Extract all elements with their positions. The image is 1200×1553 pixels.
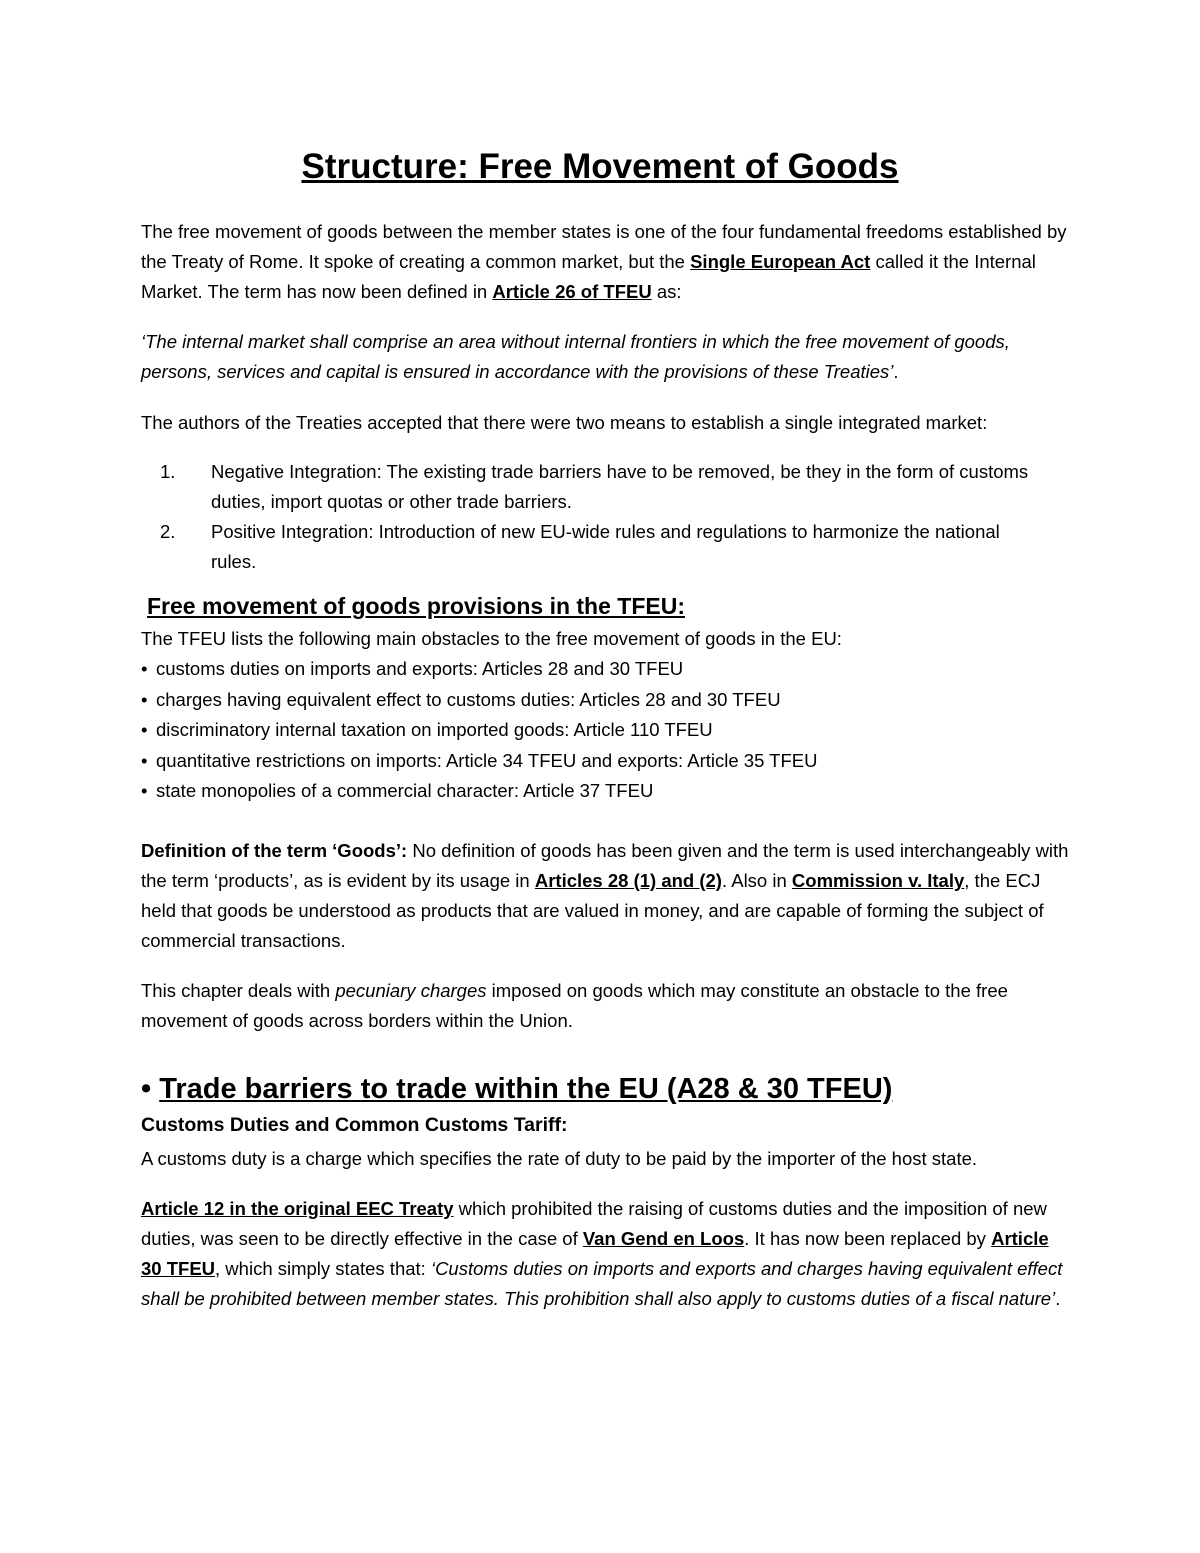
commission-v-italy-ref: Commission v. Italy <box>791 870 965 891</box>
bullet-icon: • <box>141 1073 152 1105</box>
intro-paragraph <box>141 217 1071 307</box>
list-item <box>141 746 1071 777</box>
quote-end: . <box>893 361 899 382</box>
pecuniary-text-b: imposed on goods which may constitute an obstacle to the free movement of goods across borders within the Union. <box>141 980 1008 1031</box>
intro-text-b: called it the Internal Market. The term has now been defined in <box>141 251 1036 302</box>
article-12-ref: Article 12 in the original EEC Treaty <box>141 1198 454 1219</box>
trade-barriers-heading <box>141 1069 1071 1109</box>
quote-text: ‘The internal market shall comprise an area without internal frontiers in which the free movement of goods, persons, services and capital is ensured in accordance with the provisions of these Treaties’ <box>141 331 1010 382</box>
article-12-text-b: . It has now been replaced by <box>744 1228 992 1249</box>
list-text: discriminatory internal taxation on imported goods: Article 110 TFEU <box>156 719 713 740</box>
intro-text-c: as: <box>651 281 682 302</box>
article-30-quote-end: . <box>1055 1288 1061 1309</box>
articles-28-ref: Articles 28 (1) and (2) <box>534 870 722 891</box>
bullet-icon: • <box>141 780 148 801</box>
customs-duty-definition: A customs duty is a charge which specifies the rate of duty to be paid by the importer of the host state. <box>141 1148 978 1169</box>
article-26-ref: Article 26 of TFEU <box>492 281 652 302</box>
list-text: quantitative restrictions on imports: Article 34 TFEU and exports: Article 35 TFEU <box>156 749 818 771</box>
provisions-heading: Free movement of goods provisions in the TFEU: <box>147 593 685 619</box>
definition-text-c: , the ECJ held that goods be understood as products that are valued in money, and are capable of forming the subject of commercial transactions. <box>141 870 1044 951</box>
bullet-icon: • <box>141 688 148 710</box>
internal-market-quote <box>141 327 1071 387</box>
list-number: 1. <box>160 461 176 482</box>
van-gend-en-loos-ref: Van Gend en Loos <box>582 1228 745 1249</box>
definition-text-b: . Also in <box>721 870 792 891</box>
article-30-quote: ‘Customs duties on imports and exports and charges having equivalent effect shall be prohibited between member states. This prohibition shall also apply to customs duties of a fiscal nature’ <box>141 1258 1063 1309</box>
definition-label: Definition of the term ‘Goods’: <box>141 840 408 861</box>
list-text: Negative Integration: The existing trade barriers have to be removed, be they in the form of customs duties, import quotas or other trade barriers. <box>211 461 1029 512</box>
obstacles-list <box>141 654 1071 807</box>
list-text: Positive Integration: Introduction of new EU-wide rules and regulations to harmonize the national rules. <box>211 521 1000 572</box>
intro-text-a: The free movement of goods between the member states is one of the four fundamental freedoms established by the Treaty of Rome. It spoke of creating a common market, but the <box>141 221 1067 272</box>
document-title: Structure: Free Movement of Goods <box>301 147 899 186</box>
article-12-paragraph <box>141 1194 1071 1314</box>
pecuniary-text-a: This chapter deals with <box>141 980 336 1001</box>
pecuniary-emphasis: pecuniary charges <box>335 980 487 1001</box>
bullet-icon: • <box>141 658 148 679</box>
bullet-icon: • <box>141 719 148 740</box>
list-item <box>141 776 1071 807</box>
list-item <box>141 685 1071 716</box>
bullet-icon: • <box>141 749 148 771</box>
list-item <box>141 715 1071 746</box>
article-12-text-c: , which simply states that: <box>215 1258 431 1279</box>
list-text: state monopolies of a commercial character: Article 37 TFEU <box>156 780 654 801</box>
integration-list <box>141 457 1041 577</box>
list-item <box>141 517 1041 577</box>
list-text: charges having equivalent effect to customs duties: Articles 28 and 30 TFEU <box>156 688 781 710</box>
pecuniary-charges-paragraph <box>141 976 1071 1036</box>
goods-definition-paragraph <box>141 836 1071 956</box>
list-item <box>141 654 1071 685</box>
trade-barriers-title: Trade barriers to trade within the EU (A28 & 30 TFEU) <box>159 1073 893 1105</box>
means-intro: The authors of the Treaties accepted that there were two means to establish a single integrated market: <box>141 412 988 433</box>
definition-text-a: No definition of goods has been given and the term is used interchangeably with the term ‘products’, as is evident by its usage in <box>141 840 1069 891</box>
customs-duties-subheading: Customs Duties and Common Customs Tariff: <box>141 1114 568 1136</box>
single-european-act-ref: Single European Act <box>690 251 871 272</box>
article-12-text-a: which prohibited the raising of customs duties and the imposition of new duties, was seen to be directly effective in the case of <box>141 1198 1047 1249</box>
list-text: customs duties on imports and exports: Articles 28 and 30 TFEU <box>156 658 684 679</box>
list-number: 2. <box>160 521 176 542</box>
article-30-ref: Article 30 TFEU <box>141 1228 1049 1279</box>
list-item <box>141 457 1041 517</box>
provisions-lead: The TFEU lists the following main obstacles to the free movement of goods in the EU: <box>141 628 842 649</box>
